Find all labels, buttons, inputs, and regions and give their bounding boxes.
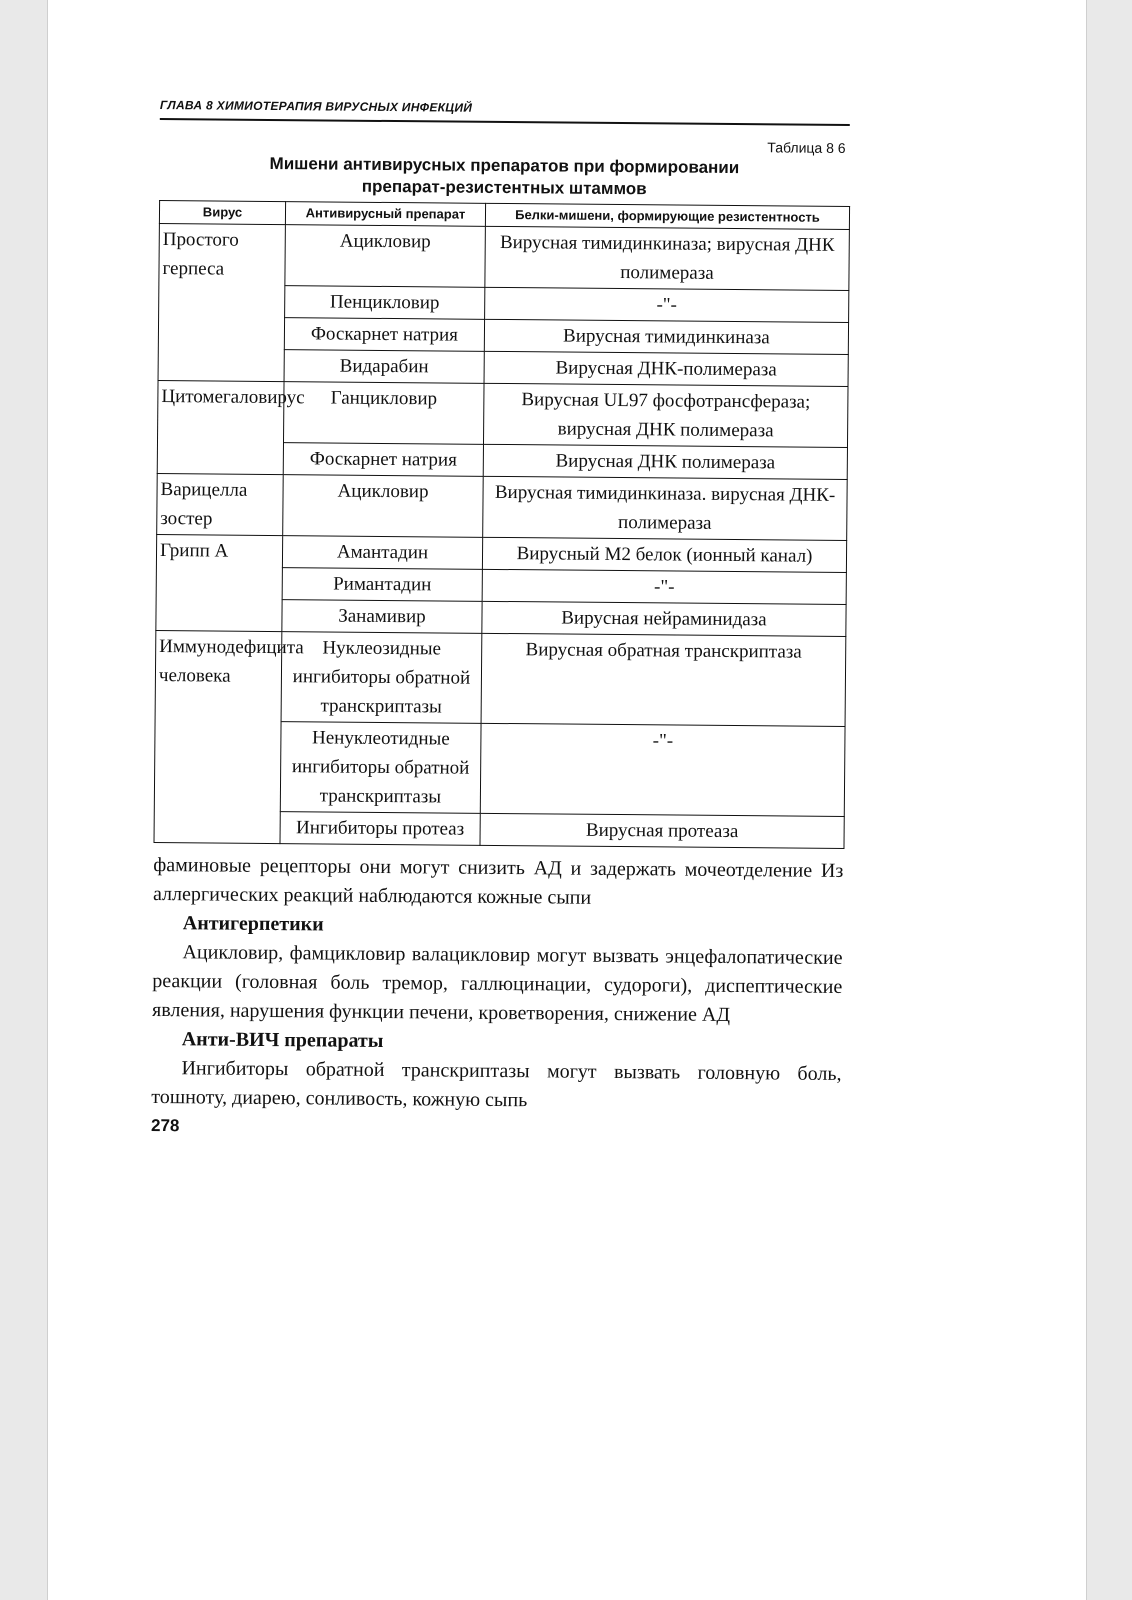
- table-row: [157, 473, 848, 540]
- drug-cell: Фоскарнет натрия: [284, 318, 484, 352]
- target-cell: Вирусная обратная транскриптаза: [481, 633, 846, 726]
- paragraph: Ацикловир, фамцикловир валацикловир могут вызвать энцефалопатические реакции (головная боль тремор, галлюцинации, судороги), диспептические явления, нарушения функции печени, кроветворения, снижение АД: [151, 941, 843, 1027]
- running-head: ГЛАВА 8 ХИМИОТЕРАПИЯ ВИРУСНЫХ ИНФЕКЦИЙ: [159, 98, 473, 115]
- virus-cell: Цитомегаловирус: [157, 380, 284, 474]
- column-header-virus: Вирус: [159, 201, 285, 225]
- table-row: [158, 380, 849, 447]
- page-content: [151, 98, 850, 1142]
- table-title-line-1: Мишени антивирусных препаратов при формировании: [269, 153, 740, 178]
- virus-cell: Простого герпеса: [158, 223, 285, 381]
- paragraph: Ингибиторы обратной транскриптазы могут вызвать головную боль, тошноту, диарею, сонливость, кожную сыпь: [151, 1057, 842, 1112]
- virus-cell: Иммунодефицита человека: [154, 630, 282, 843]
- table-row: [159, 223, 850, 290]
- drug-cell: Ненуклеотидные ингибиторы обратной транскриптазы: [280, 722, 481, 814]
- virus-cell: Грипп А: [156, 534, 283, 631]
- target-cell: Вирусная UL97 фосфотрансфераза; вирусная ДНК полимераза: [483, 383, 848, 447]
- drug-cell: Видарабин: [284, 350, 484, 384]
- drug-cell: Ганцикловир: [283, 382, 484, 445]
- column-header-target: Белки-мишени, формирующие резистентность: [485, 203, 849, 229]
- paragraph: фаминовые рецепторы они могут снизить АД и задержать мочеотделение Из аллергических реакций наблюдаются кожные сыпи: [152, 853, 844, 909]
- target-cell: Вирусный М2 белок (ионный канал): [482, 537, 846, 572]
- drug-cell: Амантадин: [282, 536, 482, 570]
- target-cell: Вирусная ДНК полимераза: [483, 444, 847, 479]
- table-title: [159, 152, 849, 202]
- target-cell: Вирусная ДНК-полимераза: [484, 351, 848, 386]
- header-rule: [160, 118, 850, 126]
- section-heading: Анти-ВИЧ препараты: [181, 1028, 384, 1052]
- drug-cell: Нуклеозидные ингибиторы обратной транскриптазы: [281, 632, 482, 724]
- target-cell: Вирусная нейраминидаза: [482, 601, 846, 636]
- target-cell: Вирусная тимидинкиназа. вирусная ДНК-полимераза: [483, 476, 848, 540]
- table-row: [155, 630, 846, 726]
- target-cell: Вирусная протеаза: [480, 813, 844, 848]
- target-cell: -"-: [480, 723, 845, 816]
- target-cell: -"-: [482, 569, 846, 604]
- drug-cell: Ингибиторы протеаз: [280, 812, 480, 846]
- table-title-line-2: препарат-резистентных штаммов: [361, 176, 647, 199]
- target-cell: Вирусная тимидинкиназа; вирусная ДНК полимераза: [485, 226, 850, 290]
- column-header-drug: Антивирусный препарат: [285, 202, 485, 227]
- body-text: [151, 851, 843, 1118]
- section-heading: Антигерпетики: [182, 912, 324, 936]
- table-row: [156, 534, 846, 572]
- drug-cell: Занамивир: [282, 600, 482, 634]
- table-number: Таблица 8 6: [767, 139, 846, 156]
- page-number: 278: [150, 1115, 180, 1136]
- virus-cell: Варицелла зостер: [157, 473, 284, 535]
- drug-cell: Пенцикловир: [285, 286, 485, 320]
- resistance-targets-table: [153, 200, 850, 849]
- target-cell: Вирусная тимидинкиназа: [484, 319, 848, 354]
- drug-cell: Фоскарнет натрия: [283, 443, 483, 477]
- drug-cell: Ацикловир: [285, 225, 486, 288]
- drug-cell: Римантадин: [282, 568, 482, 602]
- drug-cell: Ацикловир: [283, 475, 484, 538]
- document-page: [47, 0, 1087, 1600]
- target-cell: -"-: [485, 287, 849, 322]
